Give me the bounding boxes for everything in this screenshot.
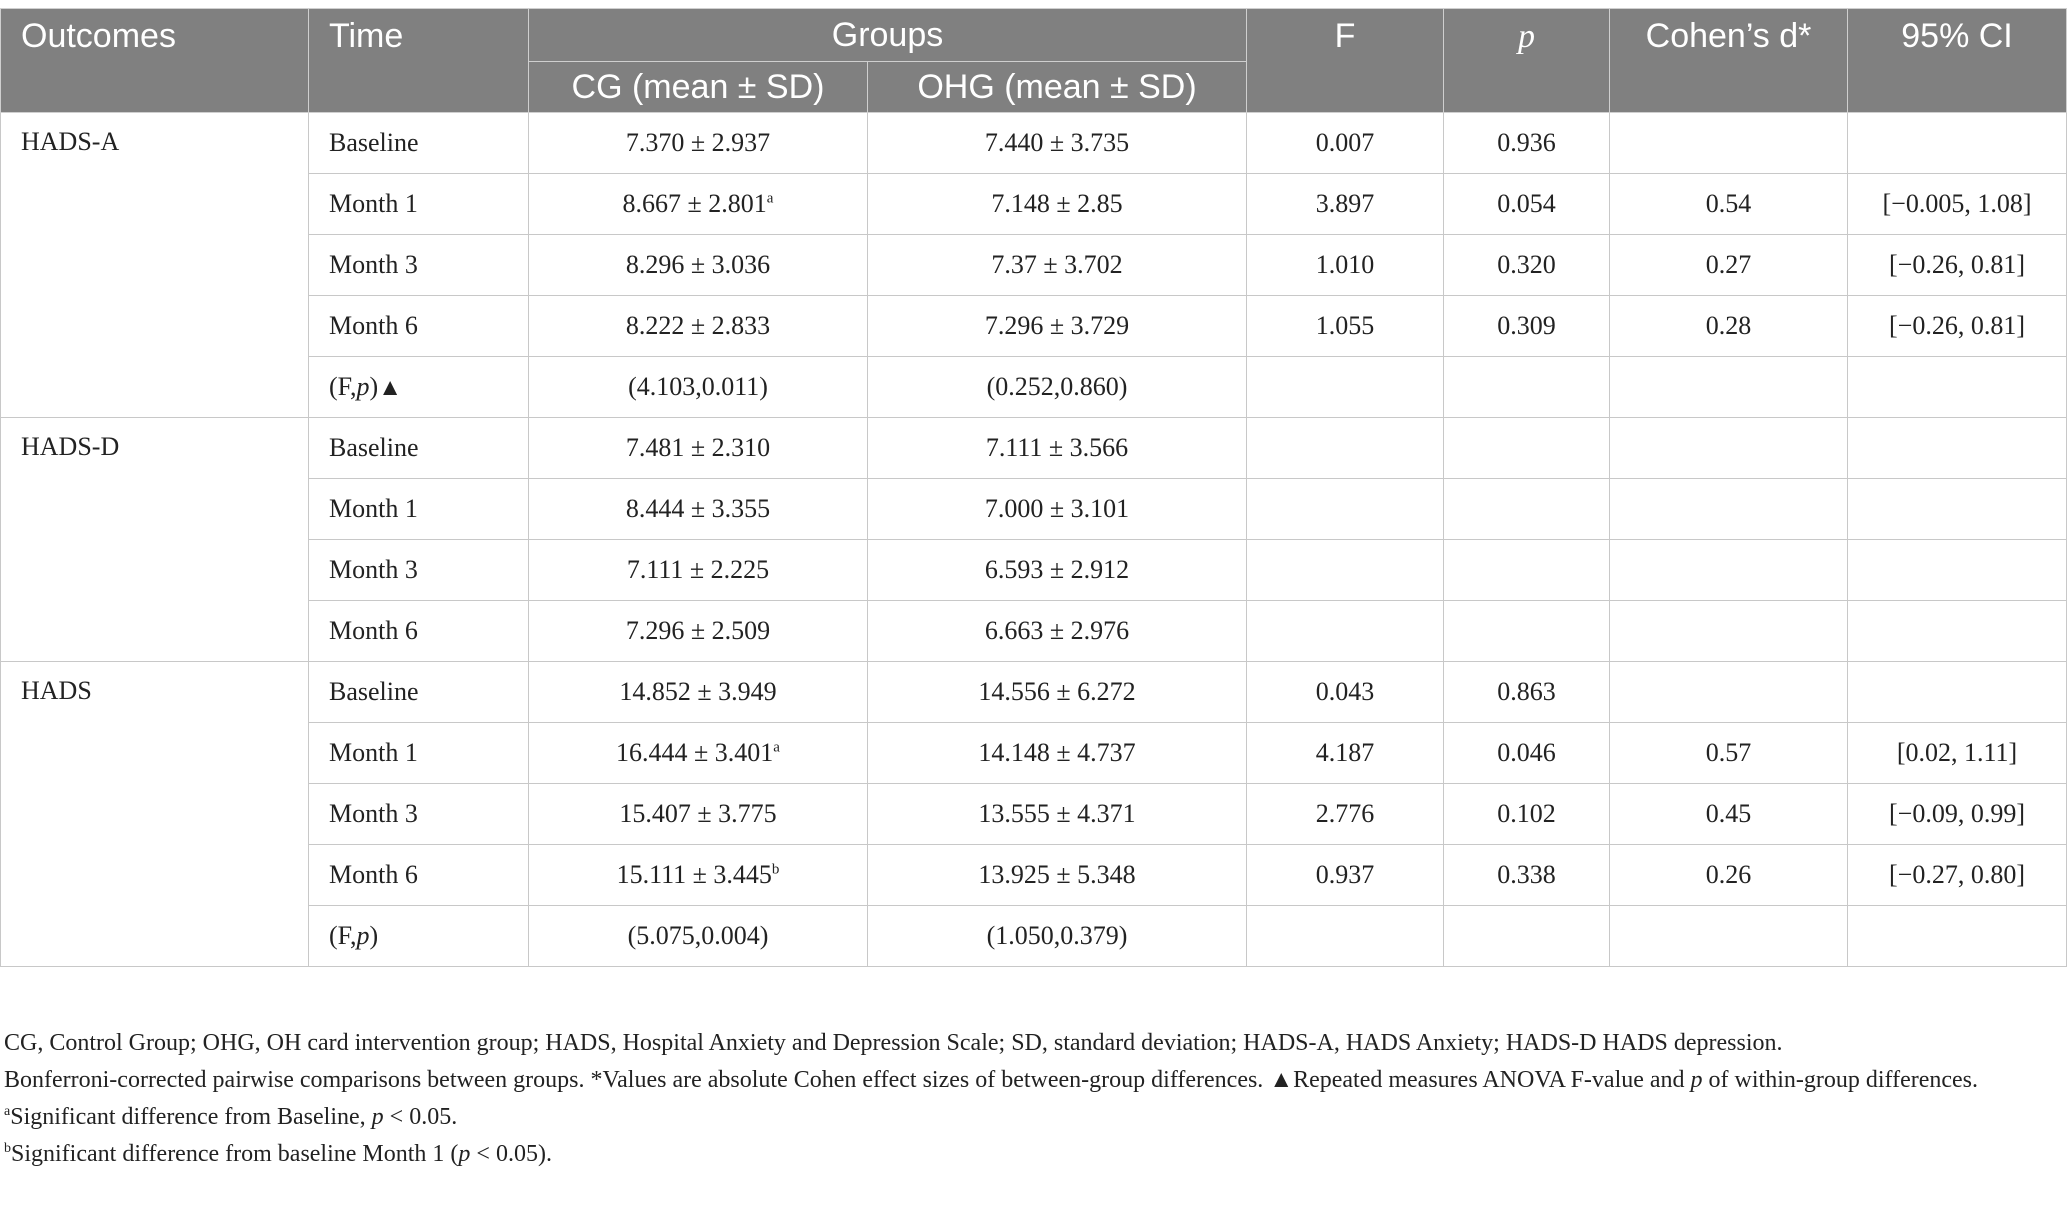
f-value (1247, 540, 1444, 601)
cg-value (529, 601, 868, 662)
cg-value-text: 8.667 ± 2.801 (622, 189, 767, 218)
ohg-value: (1.050,0.379) (868, 906, 1247, 967)
time-cell: Month 1 (309, 723, 529, 784)
footnote-a (4, 1099, 2054, 1136)
ohg-value: 13.555 ± 4.371 (868, 784, 1247, 845)
footnote-a-end: < 0.05. (383, 1104, 458, 1130)
cohens-d-value (1610, 540, 1848, 601)
ohg-value: (0.252,0.860) (868, 357, 1247, 418)
cg-value (529, 784, 868, 845)
cg-value (529, 357, 868, 418)
time-prefix: (F, (329, 921, 357, 950)
ci-value (1848, 540, 2067, 601)
p-value (1444, 357, 1610, 418)
header-groups: Groups (529, 9, 1247, 62)
p-value (1444, 906, 1610, 967)
f-value: 0.007 (1247, 113, 1444, 174)
time-cell: Baseline (309, 113, 529, 174)
f-value (1247, 479, 1444, 540)
header-outcomes: Outcomes (1, 9, 309, 113)
header-p-text: p (1518, 18, 1535, 55)
table-row (1, 174, 2067, 235)
table-row (1, 540, 2067, 601)
f-value (1247, 418, 1444, 479)
cg-value (529, 235, 868, 296)
table-row (1, 784, 2067, 845)
f-value (1247, 357, 1444, 418)
note-methods-part3: of within-group differences. (1702, 1067, 1979, 1093)
cohens-d-value: 0.26 (1610, 845, 1848, 906)
ohg-value: 7.148 ± 2.85 (868, 174, 1247, 235)
f-value: 3.897 (1247, 174, 1444, 235)
ohg-value: 7.000 ± 3.101 (868, 479, 1247, 540)
note-methods-part2: Repeated measures ANOVA F-value and (1293, 1067, 1691, 1093)
header-cohens-d: Cohen’s d* (1610, 9, 1848, 113)
cg-value-text: 7.481 ± 2.310 (625, 433, 771, 462)
p-value: 0.863 (1444, 662, 1610, 723)
p-value: 0.102 (1444, 784, 1610, 845)
cg-value (529, 479, 868, 540)
table-row (1, 235, 2067, 296)
cohens-d-value (1610, 906, 1848, 967)
cg-value-text: 14.852 ± 3.949 (619, 677, 777, 706)
outcome-label: HADS-A (1, 113, 309, 418)
time-cell: Month 3 (309, 784, 529, 845)
ci-value (1848, 479, 2067, 540)
ci-value: [0.02, 1.11] (1848, 723, 2067, 784)
footnote-b-p: p (458, 1141, 471, 1167)
p-value: 0.309 (1444, 296, 1610, 357)
p-value (1444, 418, 1610, 479)
footnote-b-text: Significant difference from baseline Month 1 ( (11, 1141, 459, 1167)
footnote-b-end: < 0.05). (470, 1141, 552, 1167)
time-cell: Baseline (309, 418, 529, 479)
header-ohg: OHG (mean ± SD) (868, 62, 1247, 113)
footnote-a-mark: a (4, 1104, 11, 1119)
note-abbreviations: CG, Control Group; OHG, OH card intervention group; HADS, Hospital Anxiety and Depression Scale; SD, standard deviation; HADS-A, HADS Anxiety; HADS-D HADS depression. (4, 1030, 1783, 1056)
table-header (1, 9, 2067, 113)
footnote-b-mark: b (4, 1141, 11, 1156)
ohg-value: 7.111 ± 3.566 (868, 418, 1247, 479)
ci-value (1848, 906, 2067, 967)
cg-value-text: 8.222 ± 2.833 (625, 311, 771, 340)
header-cg: CG (mean ± SD) (529, 62, 868, 113)
significance-superscript: a (773, 739, 780, 756)
ci-value (1848, 601, 2067, 662)
cohens-d-value (1610, 357, 1848, 418)
table-row (1, 662, 2067, 723)
footnote-b (4, 1136, 2054, 1173)
f-value: 4.187 (1247, 723, 1444, 784)
cg-value (529, 662, 868, 723)
outcome-label: HADS (1, 662, 309, 967)
cohens-d-value (1610, 662, 1848, 723)
ohg-value: 13.925 ± 5.348 (868, 845, 1247, 906)
time-cell: Month 6 (309, 296, 529, 357)
cg-value-text: 7.370 ± 2.937 (625, 128, 771, 157)
ci-value (1848, 418, 2067, 479)
cg-value-text: (4.103,0.011) (628, 372, 768, 401)
f-value (1247, 601, 1444, 662)
time-cell (309, 357, 529, 418)
ohg-value: 7.37 ± 3.702 (868, 235, 1247, 296)
cohens-d-value: 0.45 (1610, 784, 1848, 845)
table-row (1, 906, 2067, 967)
time-suffix: ) (369, 921, 379, 950)
time-cell: Month 6 (309, 845, 529, 906)
f-value: 2.776 (1247, 784, 1444, 845)
cg-value (529, 113, 868, 174)
p-value (1444, 540, 1610, 601)
ohg-value: 6.593 ± 2.912 (868, 540, 1247, 601)
cohens-d-value: 0.54 (1610, 174, 1848, 235)
cohens-d-value (1610, 418, 1848, 479)
ci-value: [−0.27, 0.80] (1848, 845, 2067, 906)
results-table (0, 8, 2067, 967)
p-value: 0.338 (1444, 845, 1610, 906)
table-row (1, 113, 2067, 174)
cg-value-text: 8.296 ± 3.036 (625, 250, 771, 279)
cg-value-text: 15.111 ± 3.445 (616, 860, 772, 889)
triangle-marker-icon: ▲ (378, 375, 402, 401)
note-methods-part1: Bonferroni-corrected pairwise comparisons between groups. *Values are absolute Cohen effect sizes of between-group differences. (4, 1067, 1270, 1093)
time-prefix: (F, (329, 372, 357, 401)
time-cell: Month 6 (309, 601, 529, 662)
outcome-label: HADS-D (1, 418, 309, 662)
f-value: 0.937 (1247, 845, 1444, 906)
ci-value: [−0.26, 0.81] (1848, 296, 2067, 357)
ohg-value: 7.296 ± 3.729 (868, 296, 1247, 357)
cohens-d-value: 0.57 (1610, 723, 1848, 784)
p-value: 0.320 (1444, 235, 1610, 296)
ohg-value: 6.663 ± 2.976 (868, 601, 1247, 662)
ci-value (1848, 357, 2067, 418)
ci-value (1848, 662, 2067, 723)
cg-value (529, 174, 868, 235)
note-methods (4, 1062, 2054, 1099)
p-value: 0.054 (1444, 174, 1610, 235)
triangle-marker-icon: ▲ (1269, 1067, 1294, 1093)
ohg-value: 14.556 ± 6.272 (868, 662, 1247, 723)
ohg-value: 14.148 ± 4.737 (868, 723, 1247, 784)
time-cell (309, 906, 529, 967)
ohg-value: 7.440 ± 3.735 (868, 113, 1247, 174)
table-row (1, 296, 2067, 357)
cohens-d-value (1610, 479, 1848, 540)
cg-value-text: 7.111 ± 2.225 (626, 555, 770, 584)
ci-value: [−0.005, 1.08] (1848, 174, 2067, 235)
table-row (1, 418, 2067, 479)
header-f: F (1247, 9, 1444, 113)
cg-value-text: (5.075,0.004) (627, 921, 769, 950)
time-cell: Month 1 (309, 479, 529, 540)
p-value (1444, 601, 1610, 662)
significance-superscript: b (771, 861, 780, 878)
cg-value (529, 845, 868, 906)
cg-value-text: 16.444 ± 3.401 (616, 738, 774, 767)
f-value (1247, 906, 1444, 967)
footnote-a-text: Significant difference from Baseline, (10, 1104, 372, 1130)
cg-value (529, 723, 868, 784)
significance-superscript: a (766, 190, 774, 207)
cohens-d-value (1610, 113, 1848, 174)
cg-value (529, 906, 868, 967)
f-value: 1.055 (1247, 296, 1444, 357)
table-row (1, 357, 2067, 418)
time-cell: Month 1 (309, 174, 529, 235)
cohens-d-value: 0.27 (1610, 235, 1848, 296)
table-row (1, 479, 2067, 540)
table-body (1, 113, 2067, 967)
cg-value-text: 8.444 ± 3.355 (625, 494, 771, 523)
p-value: 0.046 (1444, 723, 1610, 784)
time-p: p (356, 372, 370, 401)
footnote-a-p: p (371, 1104, 384, 1130)
time-cell: Month 3 (309, 540, 529, 601)
ci-value: [−0.26, 0.81] (1848, 235, 2067, 296)
cg-value-text: 7.296 ± 2.509 (625, 616, 771, 645)
note-methods-p: p (1690, 1067, 1703, 1093)
table-row (1, 723, 2067, 784)
cohens-d-value: 0.28 (1610, 296, 1848, 357)
ci-value: [−0.09, 0.99] (1848, 784, 2067, 845)
header-ci: 95% CI (1848, 9, 2067, 113)
table-row (1, 845, 2067, 906)
cohens-d-value (1610, 601, 1848, 662)
f-value: 1.010 (1247, 235, 1444, 296)
cg-value (529, 296, 868, 357)
cg-value (529, 418, 868, 479)
time-p: p (356, 921, 370, 950)
time-cell: Baseline (309, 662, 529, 723)
time-cell: Month 3 (309, 235, 529, 296)
p-value: 0.936 (1444, 113, 1610, 174)
table-footnotes (4, 1025, 2054, 1173)
f-value: 0.043 (1247, 662, 1444, 723)
ci-value (1848, 113, 2067, 174)
p-value (1444, 479, 1610, 540)
cg-value-text: 15.407 ± 3.775 (619, 799, 777, 828)
header-p (1444, 9, 1610, 113)
cg-value (529, 540, 868, 601)
table-row (1, 601, 2067, 662)
header-time: Time (309, 9, 529, 113)
time-suffix: ) (369, 372, 379, 401)
